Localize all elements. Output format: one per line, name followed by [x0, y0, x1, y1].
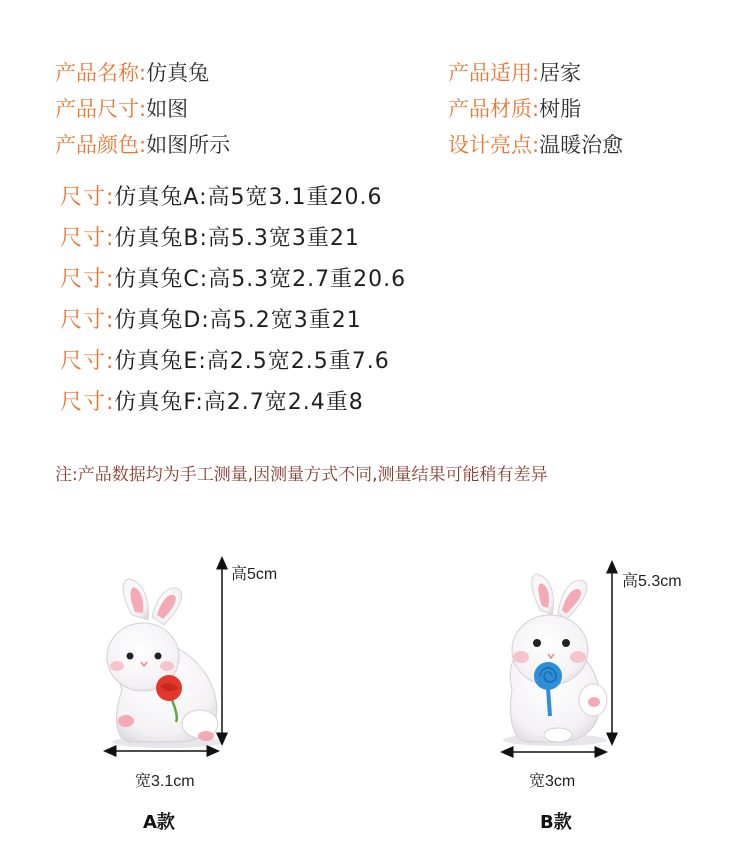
spec-material: 产品材质:树脂	[448, 97, 582, 121]
measurement-note: 注:产品数据均为手工测量,因测量方式不同,测量结果可能稍有差异	[55, 465, 548, 485]
size-row-b: 尺寸:仿真兔B:高5.3宽3重21	[60, 226, 360, 251]
model-label-b: B款	[540, 812, 572, 833]
height-label-b: 高5.3cm	[622, 573, 682, 590]
size-row-e: 尺寸:仿真兔E:高2.5宽2.5重7.6	[60, 349, 390, 374]
rabbit-a-figure	[107, 579, 224, 748]
width-label-a: 宽3.1cm	[135, 773, 195, 790]
height-label-a: 高5cm	[231, 566, 278, 583]
size-row-a: 尺寸:仿真兔A:高5宽3.1重20.6	[60, 185, 383, 210]
spec-highlight: 设计亮点:温暖治愈	[448, 133, 624, 157]
spec-name: 产品名称:仿真兔	[55, 61, 210, 85]
spec-usage: 产品适用:居家	[448, 61, 582, 85]
spec-size: 产品尺寸:如图	[55, 97, 189, 121]
model-label-a: A款	[143, 812, 175, 833]
spec-color: 产品颜色:如图所示	[55, 133, 231, 157]
size-row-d: 尺寸:仿真兔D:高5.2宽3重21	[60, 308, 362, 333]
size-row-c: 尺寸:仿真兔C:高5.3宽2.7重20.6	[60, 267, 407, 292]
size-row-f: 尺寸:仿真兔F:高2.7宽2.4重8	[60, 390, 364, 415]
rabbit-b-figure	[503, 574, 607, 746]
width-label-b: 宽3cm	[529, 773, 576, 790]
